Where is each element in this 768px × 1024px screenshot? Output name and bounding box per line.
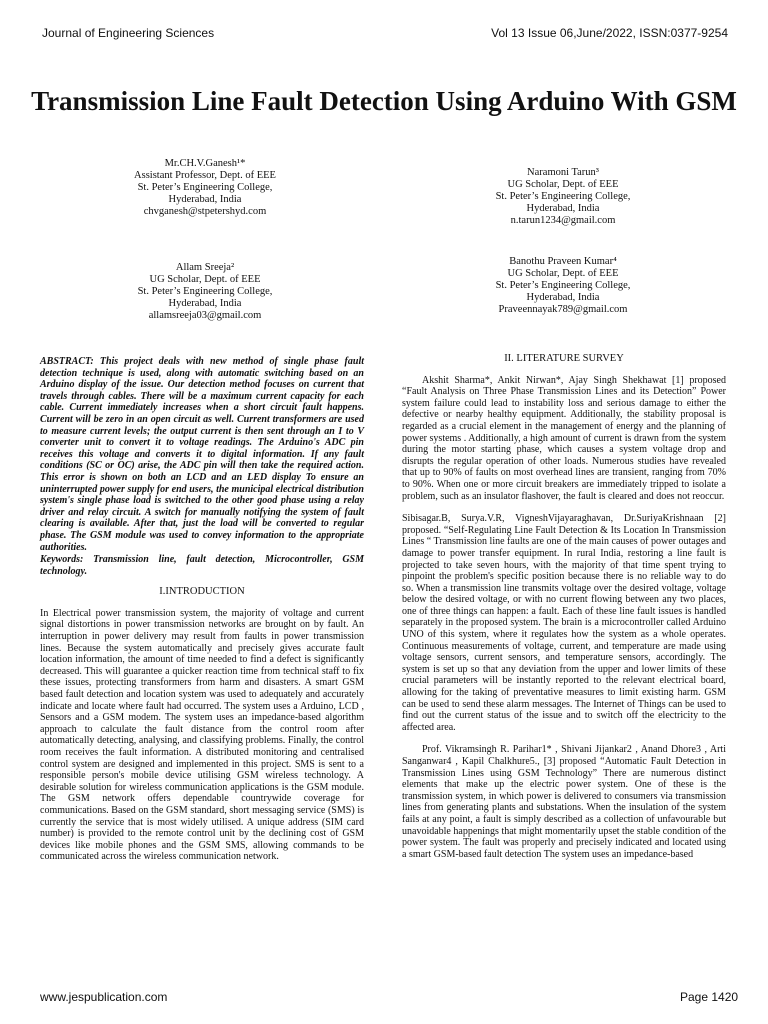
author-block-4: [478, 256, 648, 316]
author-affiliation-line: St. Peter’s Engineering College,: [495, 191, 631, 202]
keywords: Keywords: Transmission line, fault detection, Microcontroller, GSM technology.: [40, 554, 364, 577]
introduction-heading: I.INTRODUCTION: [159, 586, 245, 598]
author-affiliation-line: Hyderabad, India: [168, 194, 242, 205]
page-number: Page 1420: [680, 990, 739, 1004]
author-affiliation-line: Hyderabad, India: [168, 298, 242, 309]
author-block-2: [120, 262, 290, 322]
author-affiliation-line: St. Peter’s Engineering College,: [137, 286, 273, 297]
author-email: n.tarun1234@gmail.com: [510, 215, 616, 226]
author-email: Praveennayak789@gmail.com: [498, 304, 628, 315]
journal-name: Journal of Engineering Sciences: [42, 26, 215, 40]
author-name: Mr.CH.V.Ganesh¹*: [164, 158, 246, 169]
right-column: [402, 353, 726, 860]
author-name: Allam Sreeja²: [175, 262, 235, 273]
abstract: ABSTRACT: This project deals with new method of single phase fault detection technique is used, along with automatic switching based on an Arduino display of the issue. Our detection method focuses on current that travels through cables. There will be a maximum current capacity for each cable. Current immediately increases when a short circuit fault happens. Current will be zero in an open circuit as well. Current transformers are used to measure current levels; the output current is then sent through an I to V converter unit to convert it to voltage readings. The Arduino's ADC pin receives this voltage and converts it to digital information. If any fault conditions (SC or OC) arise, the ADC pin will then take the required action. This error is shown on both an LCD and an LED display To ensure an uninterrupted power supply for end users, the municipal electrical distribution system's single phase load is switched to the other good phase using a relay driver and relay circuit. A switch for manually notifying the system of fault clearing is available. After that, just the load will be converted to regular phase. The GSM module was used to convey information to the appropriate authorities.: [40, 356, 364, 553]
issue-info: Vol 13 Issue 06,June/2022, ISSN:0377-9254: [491, 26, 728, 40]
author-name: Naramoni Tarun³: [527, 167, 599, 178]
left-column: [40, 356, 364, 863]
author-affiliation-line: UG Scholar, Dept. of EEE: [149, 274, 261, 285]
author-affiliation-line: St. Peter’s Engineering College,: [137, 182, 273, 193]
author-affiliation-line: UG Scholar, Dept. of EEE: [507, 179, 619, 190]
footer-website: www.jespublication.com: [40, 990, 168, 1004]
author-block-1: [120, 158, 290, 218]
literature-heading: II. LITERATURE SURVEY: [504, 353, 624, 364]
author-email: chvganesh@stpetershyd.com: [143, 206, 267, 217]
author-name: Banothu Praveen Kumar⁴: [509, 256, 617, 267]
author-affiliation-line: St. Peter’s Engineering College,: [495, 280, 631, 291]
author-email: allamsreeja03@gmail.com: [148, 310, 262, 321]
author-affiliation-line: Assistant Professor, Dept. of EEE: [134, 170, 276, 181]
paper-title: Transmission Line Fault Detection Using Arduino With GSM: [31, 86, 737, 116]
introduction-text: In Electrical power transmission system, the majority of voltage and current signal distortions in power transmission networks are brought on by fault. An interruption in power delivery may result from faults in power transmission lines. Because the system automatically and precisely gives accurate fault location information, the amount of time needed to find a defect is significantly decreased. This will guarantee a quicker reaction time from technical staff to fix these issues, protecting transformers from harm and disasters. A smart GSM based fault detection and location system was used to adequately and accurately indicate and locate where fault had occurred. The system uses a Arduino, LCD , Sensors and a GSM modem. The system uses an impedance-based algorithm approach to calculate the fault distance from the control room after automatically detecting, analysing, and classifying problems. Finally, the control room receives the fault information. A distributed monitoring and centralised control system are designed and implemented in this project. SMS is sent to a responsible person's mobile device utilising GSM wireless technology. A desirable solution for wireless communication applications is the GSM module. The GSM network offers dependable countrywide coverage for communications. Based on the GSM standard, short messaging service (SMS) is currently the service that is most widely utilised. A unique address (SIM card number) is provided to the remote control unit by the declining cost of GSM devices like mobile phones and the GSM SMS, allowing commands to be communicated across the wireless communication network.: [40, 607, 364, 863]
literature-paragraph-2: Sibisagar.B, Surya.V.R, VigneshVijayaraghavan, Dr.SuriyaKrishnaan [2] proposed. “Self-Regulating Line Fault Detection & Its Location In Transmission Lines “ Transmission line faults are one of the main causes of power outages and damage to power transfer equipment. In rural India, restoring a line fault is projected to take seven hours, with the majority of that time spent trying to pinpoint the problem's specific position because there is no reliable way to do so. When a transmission line transmits voltage over the desired voltage, voltage below the desired voltage, or with no current flowing between any two places, one of three things can happen: a fault. Each of these line fault issues is handled separately in the proposed system. The brain is a microcontroller called Arduino UNO of this system, where it regulates how the system as a whole operates. Continuous measurements of voltage, current, and temperature are made using voltage sensors, current sensors, and temperature sensors, accordingly. The system is set up so that any deviation from the upper and lower limits of these crucial parameters will be instantly reported to the relevant electrical board, allowing for the taking of preventative measures to limit existing harm. GSM can be used to send these alarm messages. The Internet of Things can be used to find out the current status of the issue and to switch off the electricity to the affected area.: [402, 513, 726, 733]
author-affiliation-line: Hyderabad, India: [526, 292, 600, 303]
author-block-3: [478, 167, 648, 227]
author-affiliation-line: Hyderabad, India: [526, 203, 600, 214]
literature-paragraph-1: Akshit Sharma*, Ankit Nirwan*, Ajay Singh Shekhawat [1] proposed “Fault Analysis on Three Phase Transmission Lines and its Detection” Power system failure could lead to instability loss and serious damage to either the defective or nearby healthy equipment. Additionally, the stability proposal is regarded as a crucial element in the management of energy and the planning of power systems . Additionally, a high amount of current is drawn from the system during the motor starting phase, which causes a system voltage drop and disrupts the regular operation of other loads. Numerous studies have revealed that up to 90% of faults on most overhead lines are transient, ranging from 70% to 90%. When one or more circuit breakers are immediately tripped to isolate a problem, such as an insulator flashover, the fault is cleared and does not reoccur.: [402, 374, 726, 502]
literature-paragraph-3: Prof. Vikramsingh R. Parihar1* , Shivani Jijankar2 , Anand Dhore3 , Arti Sanganwar4 , Kapil Chalkhure5., [3] proposed “Automatic Fault Detection in Transmission Lines using GSM Technology” There are numerous distinct elements that make up the electric power system. One of these is the transmission system, in which power is delivered to consumers via transmission lines from generating plants and substations. When the insulation of the system fails at any point, a fault is simply described as a collection of unfavourable but unavoidable happenings that might momentarily upset the stable condition of the power system. The fault was properly and precisely indicated and located using a smart GSM-based fault detection The system uses an impedance-based: [402, 744, 726, 860]
author-affiliation-line: UG Scholar, Dept. of EEE: [507, 268, 619, 279]
